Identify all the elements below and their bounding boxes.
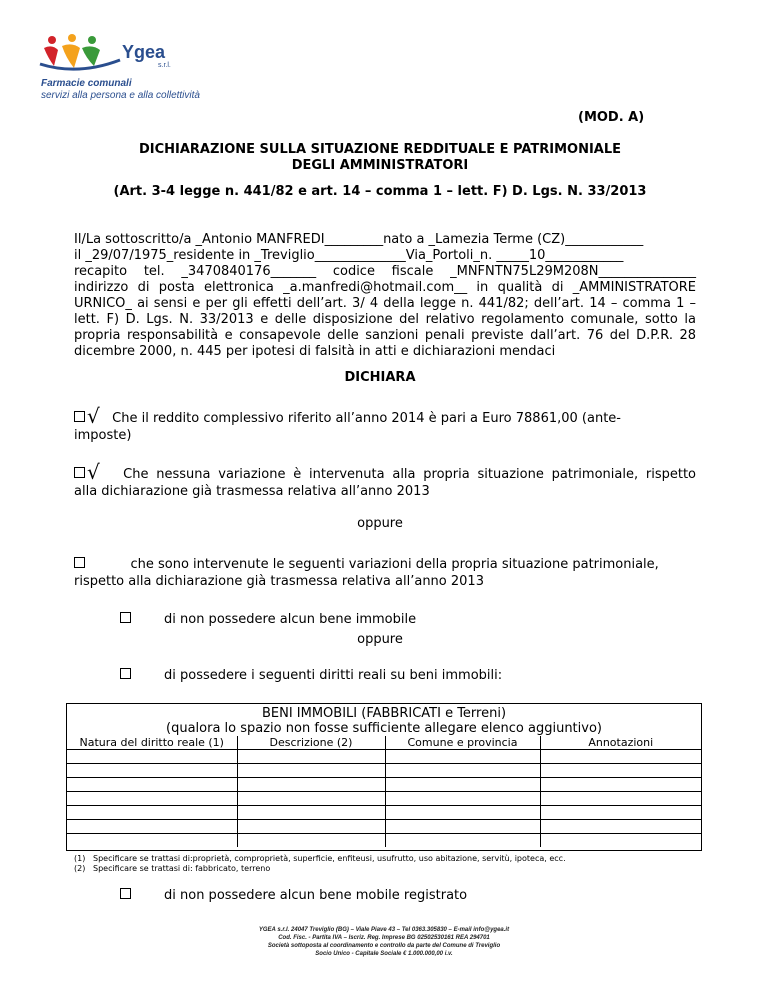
footer-line-1: YGEA s.r.l. 24047 Treviglio (BG) – Viale Piave 43 – Tel 0363.305830 – E-mail info@ygea.it [258, 927, 510, 933]
note-1-number: (1) [74, 854, 86, 863]
table-cell[interactable] [67, 778, 237, 792]
table-row [67, 778, 701, 792]
logo-tagline-2: servizi alla persona e alla collettività [41, 90, 200, 101]
real-estate-table [66, 703, 702, 851]
table-cell[interactable] [385, 792, 540, 806]
income-check-mark-icon: √ [87, 404, 100, 428]
table-row [67, 764, 701, 778]
no-change-check-mark-icon: √ [87, 460, 100, 484]
oppure-label-2: oppure [357, 632, 403, 647]
table-title [67, 704, 701, 736]
real-rights-text: di possedere i seguenti diritti reali su beni immobili: [164, 668, 503, 683]
footer-line-3: Società sottoposta al coordinamento e controllo da parte del Comune di Treviglio [267, 943, 501, 949]
document-title [70, 142, 690, 174]
table-cell[interactable] [237, 792, 385, 806]
no-change-checkbox[interactable] [74, 467, 85, 478]
real-rights-checkbox[interactable] [120, 668, 131, 679]
table-title-line-1: BENI IMMOBILI (FABBRICATI e Terreni) [261, 706, 507, 721]
table-cell[interactable] [540, 820, 701, 834]
col-header-natura: Natura del diritto reale (1) [67, 736, 237, 750]
table-row [67, 820, 701, 834]
table-cell[interactable] [385, 778, 540, 792]
note-1-text: Specificare se trattasi di:proprietà, comproprietà, superficie, enfiteusi, usufrutto, uso abitazione, servitù, ipoteca, ecc. [92, 854, 566, 863]
legal-reference: (Art. 3-4 legge n. 441/82 e art. 14 – comma 1 – lett. F) D. Lgs. N. 33/2013 [113, 184, 647, 199]
table-cell[interactable] [385, 820, 540, 834]
table-cell[interactable] [237, 778, 385, 792]
changes-text-2: rispetto alla dichiarazione già trasmessa relativa all’anno 2013 [74, 574, 484, 589]
table-notes [74, 854, 566, 874]
table-row [67, 806, 701, 820]
no-change-text-1: Che nessuna variazione è intervenuta alla propria situazione patrimoniale, rispetto [123, 467, 696, 482]
dichiara-heading: DICHIARA [344, 370, 416, 385]
footer-line-4: Socio Unico - Capitale Sociale € 1.000.000,00 i.v. [315, 951, 453, 957]
table-cell[interactable] [237, 764, 385, 778]
table-cell[interactable] [67, 764, 237, 778]
table-cell[interactable] [385, 764, 540, 778]
table-cell[interactable] [67, 820, 237, 834]
declarant-paragraph [74, 232, 696, 360]
no-property-checkbox[interactable] [120, 612, 131, 623]
table-row [67, 834, 701, 848]
form-code: (MOD. A) [578, 110, 645, 125]
company-footer [84, 926, 684, 958]
note-2-number: (2) [74, 864, 86, 873]
income-declaration [74, 404, 696, 444]
table-cell[interactable] [237, 820, 385, 834]
income-checkbox[interactable] [74, 411, 85, 422]
intro-line-4: indirizzo di posta elettronica _a.manfredi@hotmail.com__ in qualità di _AMMINISTRATORE [74, 280, 696, 295]
table-title-line-2: (qualora lo spazio non fosse sufficiente allegare elenco aggiuntivo) [166, 721, 602, 736]
table-cell[interactable] [540, 750, 701, 764]
changes-checkbox[interactable] [74, 557, 85, 568]
changes-text-1: che sono intervenute le seguenti variazioni della propria situazione patrimoniale, [130, 557, 659, 572]
changes-declaration [74, 556, 696, 590]
table-cell[interactable] [540, 834, 701, 848]
table-cell[interactable] [67, 806, 237, 820]
no-movable-checkbox[interactable] [120, 888, 131, 899]
no-change-declaration [74, 460, 696, 500]
col-header-comune: Comune e provincia [385, 736, 540, 750]
table-cell[interactable] [540, 764, 701, 778]
no-change-text-2: alla dichiarazione già trasmessa relativa all’anno 2013 [74, 484, 430, 499]
intro-line-8: dicembre 2000, n. 445 per ipotesi di falsità in atti e dichiarazioni mendaci [74, 344, 556, 359]
table-cell[interactable] [540, 806, 701, 820]
intro-line-2: il _29/07/1975_residente in _Treviglio______________Via_Portoli_n. _____10____________ [74, 248, 624, 263]
table-cell[interactable] [385, 806, 540, 820]
table-cell[interactable] [237, 806, 385, 820]
note-2-text: Specificare se trattasi di: fabbricato, terreno [92, 864, 271, 873]
footer-line-2: Cod. Fisc. - Partita IVA – Iscriz. Reg. Imprese BG 02502530161 REA 294701 [278, 935, 490, 941]
intro-line-5: URNICO_ ai sensi e per gli effetti dell’art. 3/ 4 della legge n. 441/82; dell’art. 14 – comma 1 – [74, 296, 696, 311]
table-cell[interactable] [540, 778, 701, 792]
ygea-figures-icon [38, 30, 128, 78]
table-cell[interactable] [67, 792, 237, 806]
logo-tagline-1: Farmacie comunali [41, 78, 132, 89]
intro-line-3: recapito tel. _3470840176_______ codice fiscale _MNFNTN75L29M208N_______________ [74, 264, 696, 279]
table-cell[interactable] [237, 834, 385, 848]
table-cell[interactable] [67, 834, 237, 848]
table-row [67, 750, 701, 764]
real-estate-grid [67, 736, 701, 847]
title-line-1: DICHIARAZIONE SULLA SITUAZIONE REDDITUALE E PATRIMONIALE [138, 142, 622, 157]
table-cell[interactable] [67, 750, 237, 764]
income-text-2: imposte) [74, 428, 132, 443]
intro-line-6: lett. F) D. Lgs. N. 33/2013 e delle disposizione del relativo regolamento comunale, sotto la [74, 312, 696, 327]
table-row [67, 792, 701, 806]
intro-line-1: Il/La sottoscritto/a _Antonio MANFREDI_________nato a _Lamezia Terme (CZ)____________ [74, 232, 644, 247]
table-header-row [67, 736, 701, 750]
title-line-2: DEGLI AMMINISTRATORI [291, 158, 469, 173]
company-logo [38, 30, 218, 100]
table-cell[interactable] [237, 750, 385, 764]
table-cell[interactable] [385, 834, 540, 848]
intro-line-7: propria responsabilità e consapevole delle sanzioni penali previste dall’art. 76 del D.P.R. 28 [74, 328, 696, 343]
col-header-annotazioni: Annotazioni [540, 736, 701, 750]
col-header-descrizione: Descrizione (2) [237, 736, 385, 750]
income-text-1: Che il reddito complessivo riferito all’anno 2014 è pari a Euro 78861,00 (ante- [112, 411, 621, 426]
table-cell[interactable] [385, 750, 540, 764]
no-property-text: di non possedere alcun bene immobile [164, 612, 417, 627]
no-movable-text: di non possedere alcun bene mobile registrato [164, 888, 468, 903]
logo-suffix: s.r.l. [158, 62, 171, 69]
table-cell[interactable] [540, 792, 701, 806]
logo-brand: Ygea [122, 42, 166, 62]
oppure-label-1: oppure [357, 516, 403, 531]
